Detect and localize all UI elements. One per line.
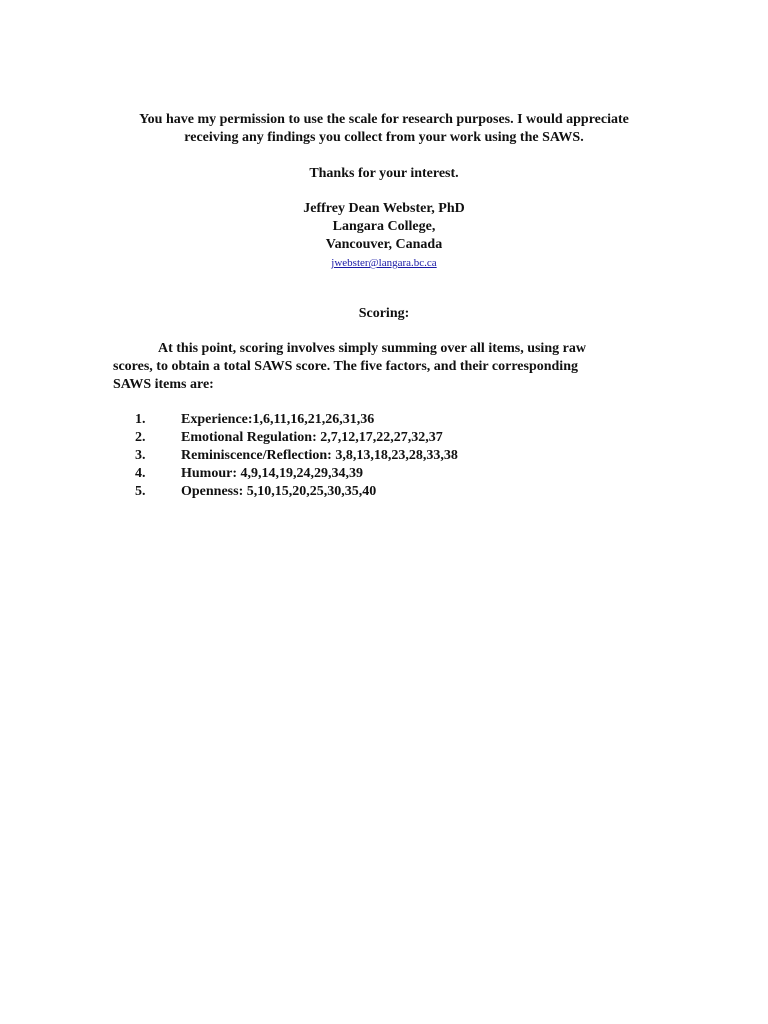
list-item xyxy=(113,483,633,501)
scoring-heading: Scoring: xyxy=(358,306,410,321)
signature-block xyxy=(0,200,768,272)
scoring-line-1: At this point, scoring involves simply summing over all items, using raw xyxy=(158,341,586,356)
permission-line-2: receiving any findings you collect from your work using the SAWS. xyxy=(184,130,584,145)
list-item-number: 3. xyxy=(135,448,146,463)
factor-list xyxy=(113,411,633,501)
list-item-text: Openness: 5,10,15,20,25,30,35,40 xyxy=(181,484,377,499)
permission-line-1: You have my permission to use the scale for research purposes. I would appreciate xyxy=(139,112,629,127)
scoring-line-2: scores, to obtain a total SAWS score. The five factors, and their corresponding xyxy=(113,359,578,374)
list-item-text: Experience:1,6,11,16,21,26,31,36 xyxy=(181,412,375,427)
list-item-text: Reminiscence/Reflection: 3,8,13,18,23,28,33,38 xyxy=(181,448,458,463)
list-item-number: 4. xyxy=(135,466,146,481)
list-item xyxy=(113,429,633,447)
list-item xyxy=(113,447,633,465)
list-item-number: 1. xyxy=(135,412,146,427)
scoring-line-3: SAWS items are: xyxy=(113,377,214,392)
signature-institution: Langara College, xyxy=(332,219,436,234)
list-item-number: 5. xyxy=(135,484,146,499)
signature-location: Vancouver, Canada xyxy=(325,237,443,252)
thanks-line: Thanks for your interest. xyxy=(309,166,459,181)
list-item-number: 2. xyxy=(135,430,146,445)
signature-name: Jeffrey Dean Webster, PhD xyxy=(303,201,465,216)
list-item-text: Humour: 4,9,14,19,24,29,34,39 xyxy=(181,466,363,481)
email-link[interactable]: jwebster@langara.bc.ca xyxy=(331,257,437,269)
list-item-text: Emotional Regulation: 2,7,12,17,22,27,32,37 xyxy=(181,430,443,445)
list-item xyxy=(113,411,633,429)
permission-paragraph xyxy=(0,111,768,147)
scoring-paragraph xyxy=(113,340,633,394)
list-item xyxy=(113,465,633,483)
